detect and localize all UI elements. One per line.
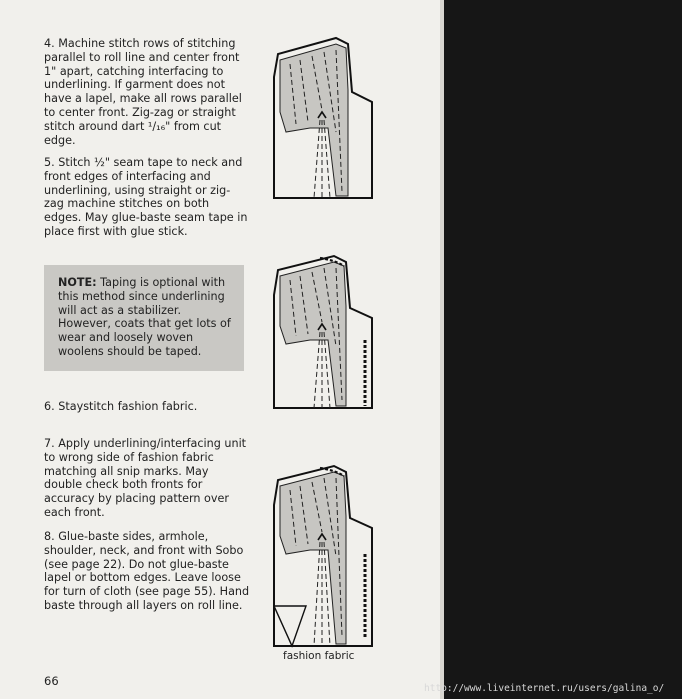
step-4-text: 4. Machine stitch rows of stitching parallel to roll line and center front 1" apart, catching interfacing to underlining. If garment does not have a lapel, make all rows parallel to center front. Zig-zag or straight stitch around dart ¹/₁₆" from cut edge. [44,37,242,147]
page-number: 66 [44,674,59,688]
figure-seam-tape [266,250,388,412]
watermark-url: http://www.liveinternet.ru/users/galina_o/ [424,683,665,694]
step-8-text: 8. Glue-baste sides, armhole, shoulder, neck, and front with Sobo (see page 22). Do not glue-baste lapel or bottom edges. Leave loose for turn of cloth (see page 55). Hand baste through all layers on roll line. [44,530,250,612]
note-box [44,265,244,371]
note-body: Taping is optional with this method since underlining will act as a stabilizer. However, coats that get lots of wear and loosely woven woolens should be taped. [58,276,231,358]
note-label: NOTE: [58,276,97,289]
step-5-text: 5. Stitch ½" seam tape to neck and front edges of interfacing and underlining, using straight or zig-zag machine stitches on both edges. May glue-baste seam tape in place first with glue stick. [44,156,248,238]
figure-fashion-fabric [266,460,388,650]
step-7-text: 7. Apply underlining/interfacing unit to wrong side of fashion fabric matching all snip marks. May double check both fronts for accuracy by placing pattern over each front. [44,437,247,519]
dark-background [444,0,682,699]
step-6-text: 6. Staystitch fashion fabric. [44,400,198,413]
figure-stitch-rows [266,32,388,202]
note-text [44,265,244,359]
figure-caption: fashion fabric [283,650,355,662]
